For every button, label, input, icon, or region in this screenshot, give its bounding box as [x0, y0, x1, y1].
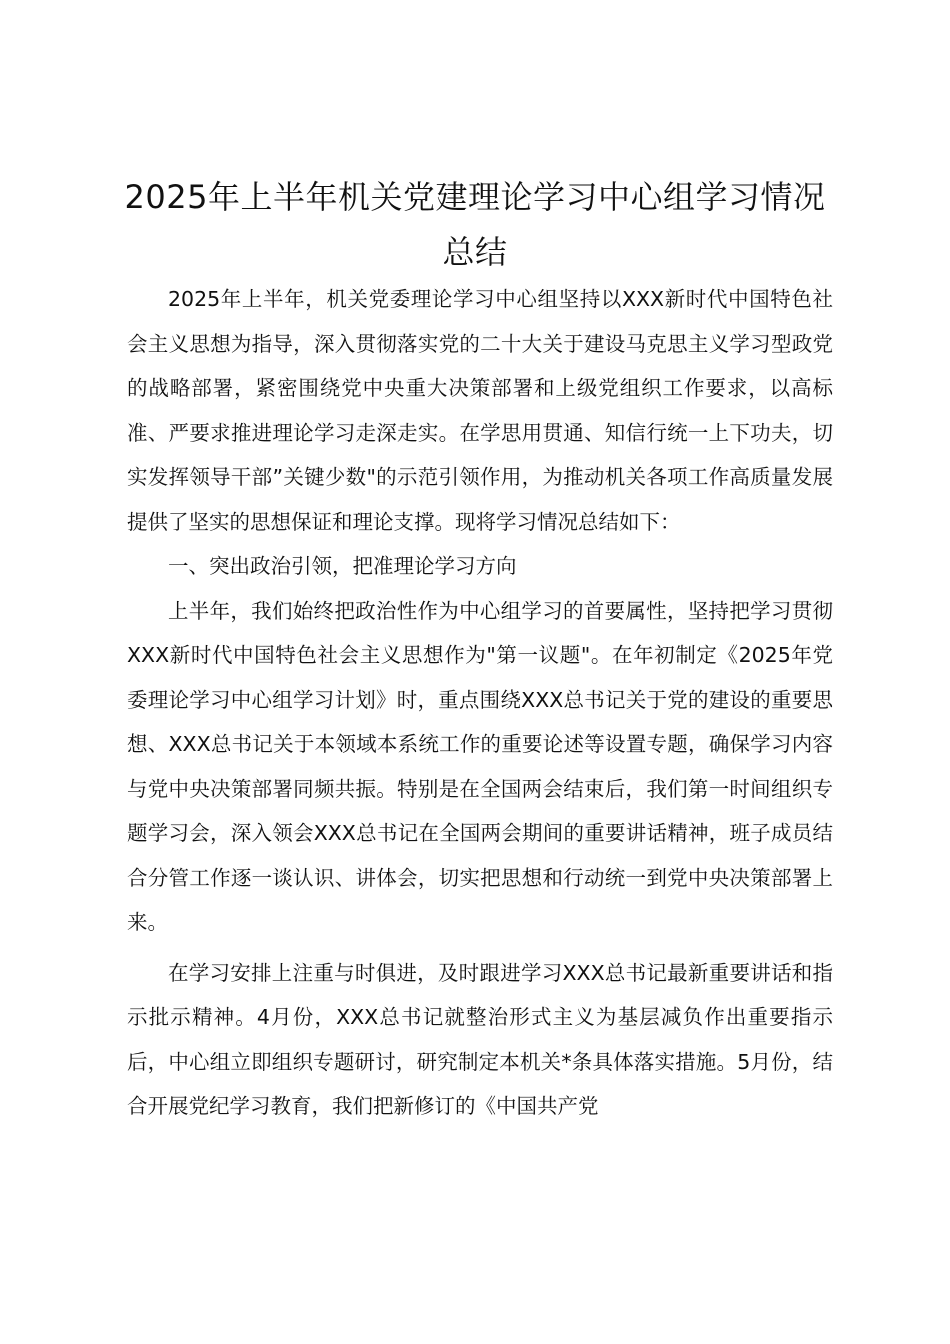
section-heading: 一、突出政治引领，把准理论学习方向: [168, 554, 517, 578]
body-paragraph: 上半年，我们始终把政治性作为中心组学习的首要属性，坚持把学习贯彻XXX新时代中国特色社会主义思想作为"第一议题"。在年初制定《2025年党委理论学习中心组学习计划》时，重点围绕XXX总书记关于党的建设的重要思想、XXX总书记关于本领域本系统工作的重要论述等设置专题，确保学习内容与党中央决策部署同频共振。特别是在全国两会结束后，我们第一时间组织专题学习会，深入领会XXX总书记在全国两会期间的重要讲话精神，班子成员结合分管工作逐一谈认识、讲体会，切实把思想和行动统一到党中央决策部署上来。: [127, 598, 833, 934]
document-body: [127, 277, 833, 1129]
document-title: 2025年上半年机关党建理论学习中心组学习情况总结: [124, 178, 826, 271]
intro-paragraph: 2025年上半年，机关党委理论学习中心组坚持以XXX新时代中国特色社会主义思想为指导，深入贯彻落实党的二十大关于建设马克思主义学习型政党的战略部署，紧密围绕党中央重大决策部署和上级党组织工作要求，以高标准、严要求推进理论学习走深走实。在学思用贯通、知信行统一上下功夫，切实发挥领导干部”关键少数"的示范引领作用，为推动机关各项工作高质量发展提供了坚实的思想保证和理论支撑。现将学习情况总结如下：: [127, 287, 833, 534]
body-paragraph: 在学习安排上注重与时俱进，及时跟进学习XXX总书记最新重要讲话和指示批示精神。4月份，XXX总书记就整治形式主义为基层减负作出重要指示后，中心组立即组织专题研讨，研究制定本机关*条具体落实措施。5月份，结合开展党纪学习教育，我们把新修订的《中国共产党: [127, 960, 833, 1118]
